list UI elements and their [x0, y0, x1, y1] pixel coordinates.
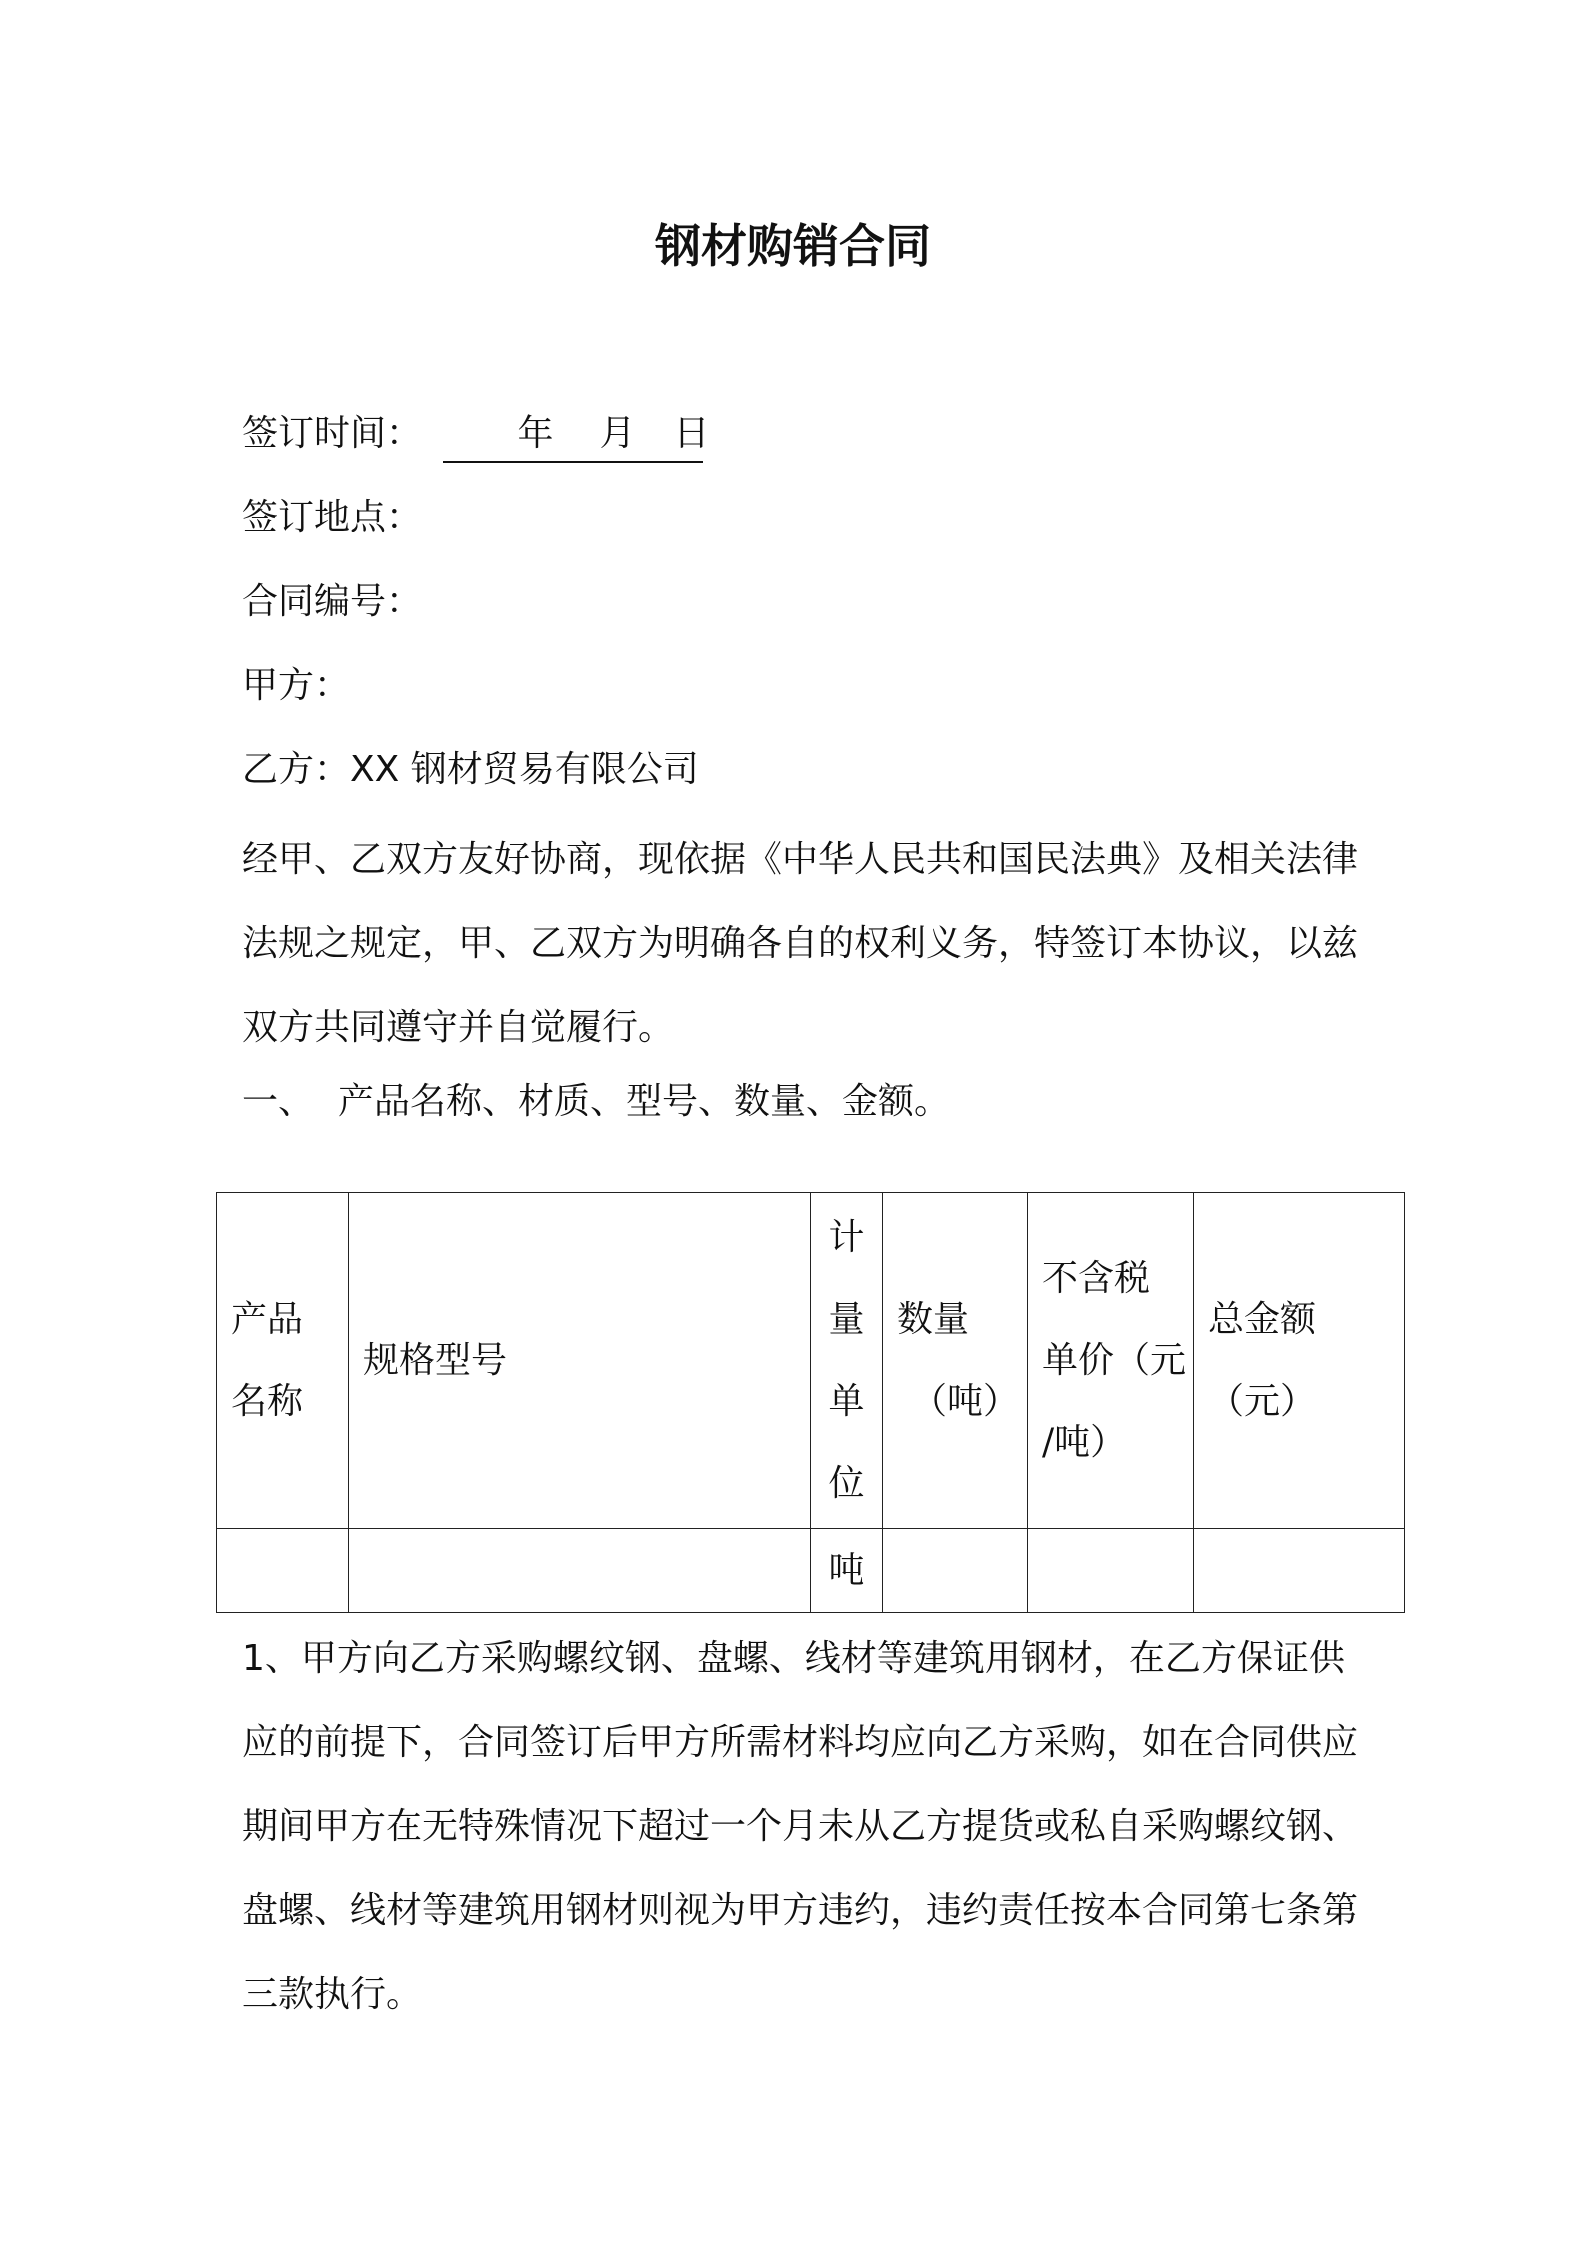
- cell-unit-price: [1028, 1529, 1194, 1613]
- section-number: 一、: [242, 1081, 315, 1122]
- sign-time-label: 签订时间：: [242, 413, 423, 454]
- contract-fields: [242, 405, 710, 825]
- contract-number-label: 合同编号：: [242, 581, 423, 622]
- header-spec: 规格型号: [349, 1193, 811, 1529]
- cell-product-name: [217, 1529, 349, 1613]
- cell-quantity: [883, 1529, 1028, 1613]
- party-b-field: [242, 741, 703, 825]
- cell-unit: 吨: [811, 1529, 883, 1613]
- party-a-label: 甲方：: [242, 665, 351, 706]
- sign-time-field: [242, 405, 710, 489]
- header-unit: 计 量 单 位: [811, 1193, 883, 1529]
- cell-total: [1194, 1529, 1405, 1613]
- sign-place-label: 签订地点：: [242, 497, 423, 538]
- date-year: 年: [517, 413, 554, 454]
- date-month: 月: [599, 413, 636, 454]
- section-title: 产品名称、材质、型号、数量、金额。: [338, 1081, 951, 1122]
- header-quantity: 数量 （吨）: [883, 1193, 1028, 1529]
- clause-1-paragraph: 1、甲方向乙方采购螺纹钢、盘螺、线材等建筑用钢材，在乙方保证供应的前提下，合同签订后甲方所需材料均应向乙方采购，如在合同供应期间甲方在无特殊情况下超过一个月未从乙方提货或私自采购螺纹钢、盘螺、线材等建筑用钢材则视为甲方违约，违约责任按本合同第七条第三款执行。: [242, 1638, 1359, 2015]
- header-unit-price: 不含税 单价（元 /吨）: [1028, 1193, 1194, 1529]
- party-b-value: XX 钢材贸易有限公司: [350, 749, 699, 790]
- product-table: [216, 1192, 1405, 1613]
- sign-place-field: [242, 489, 703, 573]
- date-day: 日: [673, 413, 710, 454]
- table-row: [217, 1529, 1405, 1613]
- table-header-row: [217, 1193, 1405, 1529]
- header-product-name: 产品 名称: [217, 1193, 349, 1529]
- contract-number-field: [242, 573, 703, 657]
- sign-date-blank: [443, 405, 710, 463]
- document-title: 钢材购销合同: [655, 219, 931, 273]
- party-b-label: 乙方：: [242, 749, 351, 790]
- cell-spec: [349, 1529, 811, 1613]
- intro-paragraph: 经甲、乙双方友好协商，现依据《中华人民共和国民法典》及相关法律法规之规定，甲、乙双方为明确各自的权利义务，特签订本协议，以兹双方共同遵守并自觉履行。: [242, 839, 1359, 1048]
- header-total: 总金额（元）: [1194, 1193, 1405, 1529]
- section-heading: [242, 1072, 950, 1132]
- party-a-field: [242, 657, 703, 741]
